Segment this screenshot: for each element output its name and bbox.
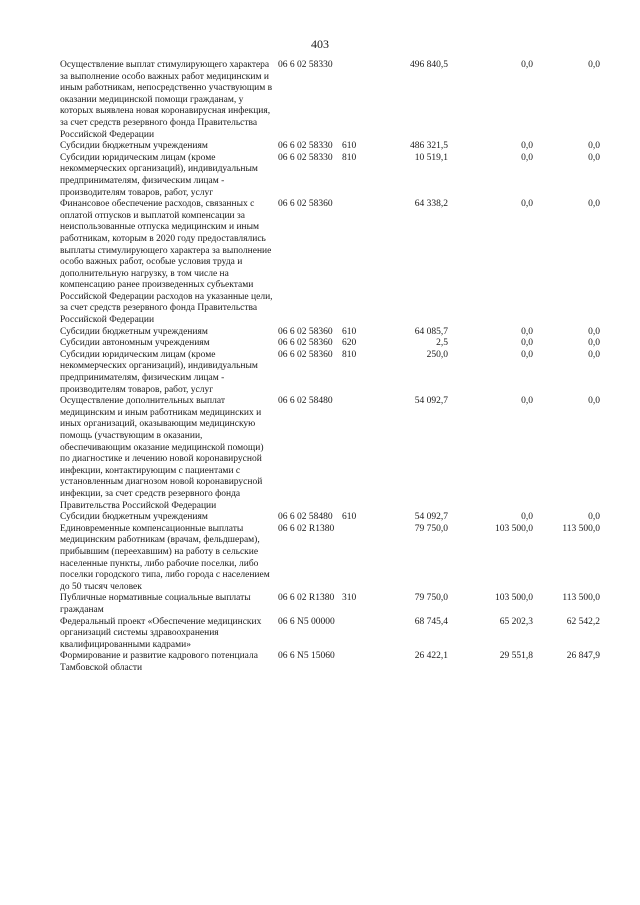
table-row bbox=[60, 338, 600, 350]
row-value-2023: 0,0 bbox=[588, 338, 600, 349]
row-name: Субсидии бюджетным учреждениям bbox=[60, 512, 208, 523]
row-code: 06 6 02 58360 bbox=[278, 338, 333, 349]
row-name: Федеральный проект «Обеспечение медицинских организаций системы здравоохранения квалифицированными кадрами» bbox=[60, 616, 262, 650]
row-value-2021: 68 745,4 bbox=[414, 616, 448, 627]
table-row bbox=[60, 141, 600, 153]
row-value-2021: 486 321,5 bbox=[410, 141, 448, 152]
budget-table bbox=[60, 60, 600, 674]
row-value-2023: 0,0 bbox=[588, 60, 600, 70]
row-value-2022: 0,0 bbox=[521, 338, 533, 349]
row-name: Субсидии юридическим лицам (кроме некоммерческих организаций), индивидуальным предпринимателям, физическим лицам - производителям товаров, работ, услуг bbox=[60, 152, 258, 198]
table-row bbox=[60, 617, 600, 652]
row-value-2023: 0,0 bbox=[588, 349, 600, 360]
row-code: 06 6 02 58330 bbox=[278, 141, 333, 152]
row-vr: 620 bbox=[342, 338, 357, 349]
table-row bbox=[60, 60, 600, 141]
row-value-2023: 113 500,0 bbox=[562, 523, 600, 534]
row-value-2022: 103 500,0 bbox=[495, 593, 533, 604]
row-value-2022: 0,0 bbox=[521, 326, 533, 337]
row-value-2022: 65 202,3 bbox=[499, 616, 533, 627]
row-vr: 610 bbox=[342, 141, 357, 152]
row-vr: 310 bbox=[342, 593, 357, 604]
row-code: 06 6 N5 15060 bbox=[278, 651, 335, 662]
row-name: Финансовое обеспечение расходов, связанных с оплатой отпусков и выплатой компенсации за неиспользованные отпуска медицинским и иным работникам, которым в 2020 году предоставлялись выплаты стимулирующего характера за выполнение особо важных работ, особые условия труда и дополнительную нагрузку, в том числе на компенсацию ранее произведенных субъектами Российской Федерации расходов на указанные цели, за счет средств резервного фонда Правительства Российской Федерации bbox=[60, 199, 273, 326]
row-value-2022: 0,0 bbox=[521, 396, 533, 407]
row-value-2022: 29 551,8 bbox=[499, 651, 533, 662]
row-value-2021: 54 092,7 bbox=[414, 396, 448, 407]
row-code: 06 6 02 58360 bbox=[278, 326, 333, 337]
row-value-2021: 10 519,1 bbox=[414, 152, 448, 163]
row-value-2021: 79 750,0 bbox=[414, 593, 448, 604]
row-value-2023: 0,0 bbox=[588, 396, 600, 407]
row-value-2021: 2,5 bbox=[436, 338, 448, 349]
row-code: 06 6 02 58360 bbox=[278, 349, 333, 360]
row-value-2022: 0,0 bbox=[521, 60, 533, 70]
row-code: 06 6 02 58360 bbox=[278, 199, 333, 210]
row-value-2022: 0,0 bbox=[521, 512, 533, 523]
table-row bbox=[60, 153, 600, 199]
row-vr: 810 bbox=[342, 349, 357, 360]
row-name: Субсидии бюджетным учреждениям bbox=[60, 141, 208, 152]
row-code: 06 6 02 R1380 bbox=[278, 593, 335, 604]
row-value-2023: 0,0 bbox=[588, 141, 600, 152]
row-value-2021: 64 085,7 bbox=[414, 326, 448, 337]
row-value-2022: 0,0 bbox=[521, 349, 533, 360]
table-row bbox=[60, 396, 600, 512]
table-row bbox=[60, 651, 600, 674]
row-value-2022: 0,0 bbox=[521, 141, 533, 152]
table-row bbox=[60, 199, 600, 327]
row-value-2023: 0,0 bbox=[588, 326, 600, 337]
row-value-2022: 103 500,0 bbox=[495, 523, 533, 534]
row-name: Субсидии юридическим лицам (кроме некоммерческих организаций), индивидуальным предпринимателям, физическим лицам - производителям товаров, работ, услуг bbox=[60, 349, 258, 395]
table-row bbox=[60, 524, 600, 594]
row-value-2021: 79 750,0 bbox=[414, 523, 448, 534]
row-name: Осуществление дополнительных выплат медицинским и иным работникам медицинских и иных организаций, оказывающим медицинскую помощь (участвующим в оказании, обеспечивающим оказание медицинской помощи) по диагностике и лечению новой коронавирусной инфекции, контактирующим с пациентами с установленным диагнозом новой коронавирусной инфекции, за счет средств резервного фонда Правительства Российской Федерации bbox=[60, 396, 264, 511]
row-value-2023: 0,0 bbox=[588, 152, 600, 163]
row-code: 06 6 02 58330 bbox=[278, 60, 333, 70]
row-code: 06 6 N5 00000 bbox=[278, 616, 335, 627]
row-value-2022: 0,0 bbox=[521, 199, 533, 210]
row-value-2021: 496 840,5 bbox=[410, 60, 448, 70]
row-name: Единовременные компенсационные выплаты медицинским работникам (врачам, фельдшерам), прибывшим (переехавшим) на работу в сельские населенные пункты, либо рабочие поселки, либо поселки городского типа, либо города с населением до 50 тысяч человек bbox=[60, 523, 270, 592]
row-value-2021: 250,0 bbox=[426, 349, 448, 360]
row-value-2023: 62 542,2 bbox=[566, 616, 600, 627]
row-vr: 610 bbox=[342, 326, 357, 337]
row-value-2023: 113 500,0 bbox=[562, 593, 600, 604]
row-value-2022: 0,0 bbox=[521, 152, 533, 163]
row-code: 06 6 02 58330 bbox=[278, 152, 333, 163]
row-code: 06 6 02 58480 bbox=[278, 396, 333, 407]
row-value-2021: 64 338,2 bbox=[414, 199, 448, 210]
row-value-2023: 0,0 bbox=[588, 512, 600, 523]
row-vr: 610 bbox=[342, 512, 357, 523]
row-name: Субсидии бюджетным учреждениям bbox=[60, 326, 208, 337]
row-value-2023: 0,0 bbox=[588, 199, 600, 210]
table-row bbox=[60, 593, 600, 616]
row-value-2021: 26 422,1 bbox=[414, 651, 448, 662]
row-value-2023: 26 847,9 bbox=[566, 651, 600, 662]
table-row bbox=[60, 512, 600, 524]
row-name: Публичные нормативные социальные выплаты гражданам bbox=[60, 593, 251, 615]
row-code: 06 6 02 R1380 bbox=[278, 523, 335, 534]
table-row bbox=[60, 350, 600, 396]
row-name: Субсидии автономным учреждениям bbox=[60, 338, 210, 349]
row-code: 06 6 02 58480 bbox=[278, 512, 333, 523]
row-value-2021: 54 092,7 bbox=[414, 512, 448, 523]
page-number: 403 bbox=[311, 37, 329, 51]
table-row bbox=[60, 327, 600, 339]
row-vr: 810 bbox=[342, 152, 357, 163]
row-name: Осуществление выплат стимулирующего характера за выполнение особо важных работ медицинским и иным работникам, непосредственно участвующим в оказании медицинской помощи гражданам, у которых выявлена новая коронавирусная инфекция, за счет средств резервного фонда Правительства Российской Федерации bbox=[60, 60, 273, 140]
row-name: Формирование и развитие кадрового потенциала Тамбовской области bbox=[60, 651, 258, 673]
